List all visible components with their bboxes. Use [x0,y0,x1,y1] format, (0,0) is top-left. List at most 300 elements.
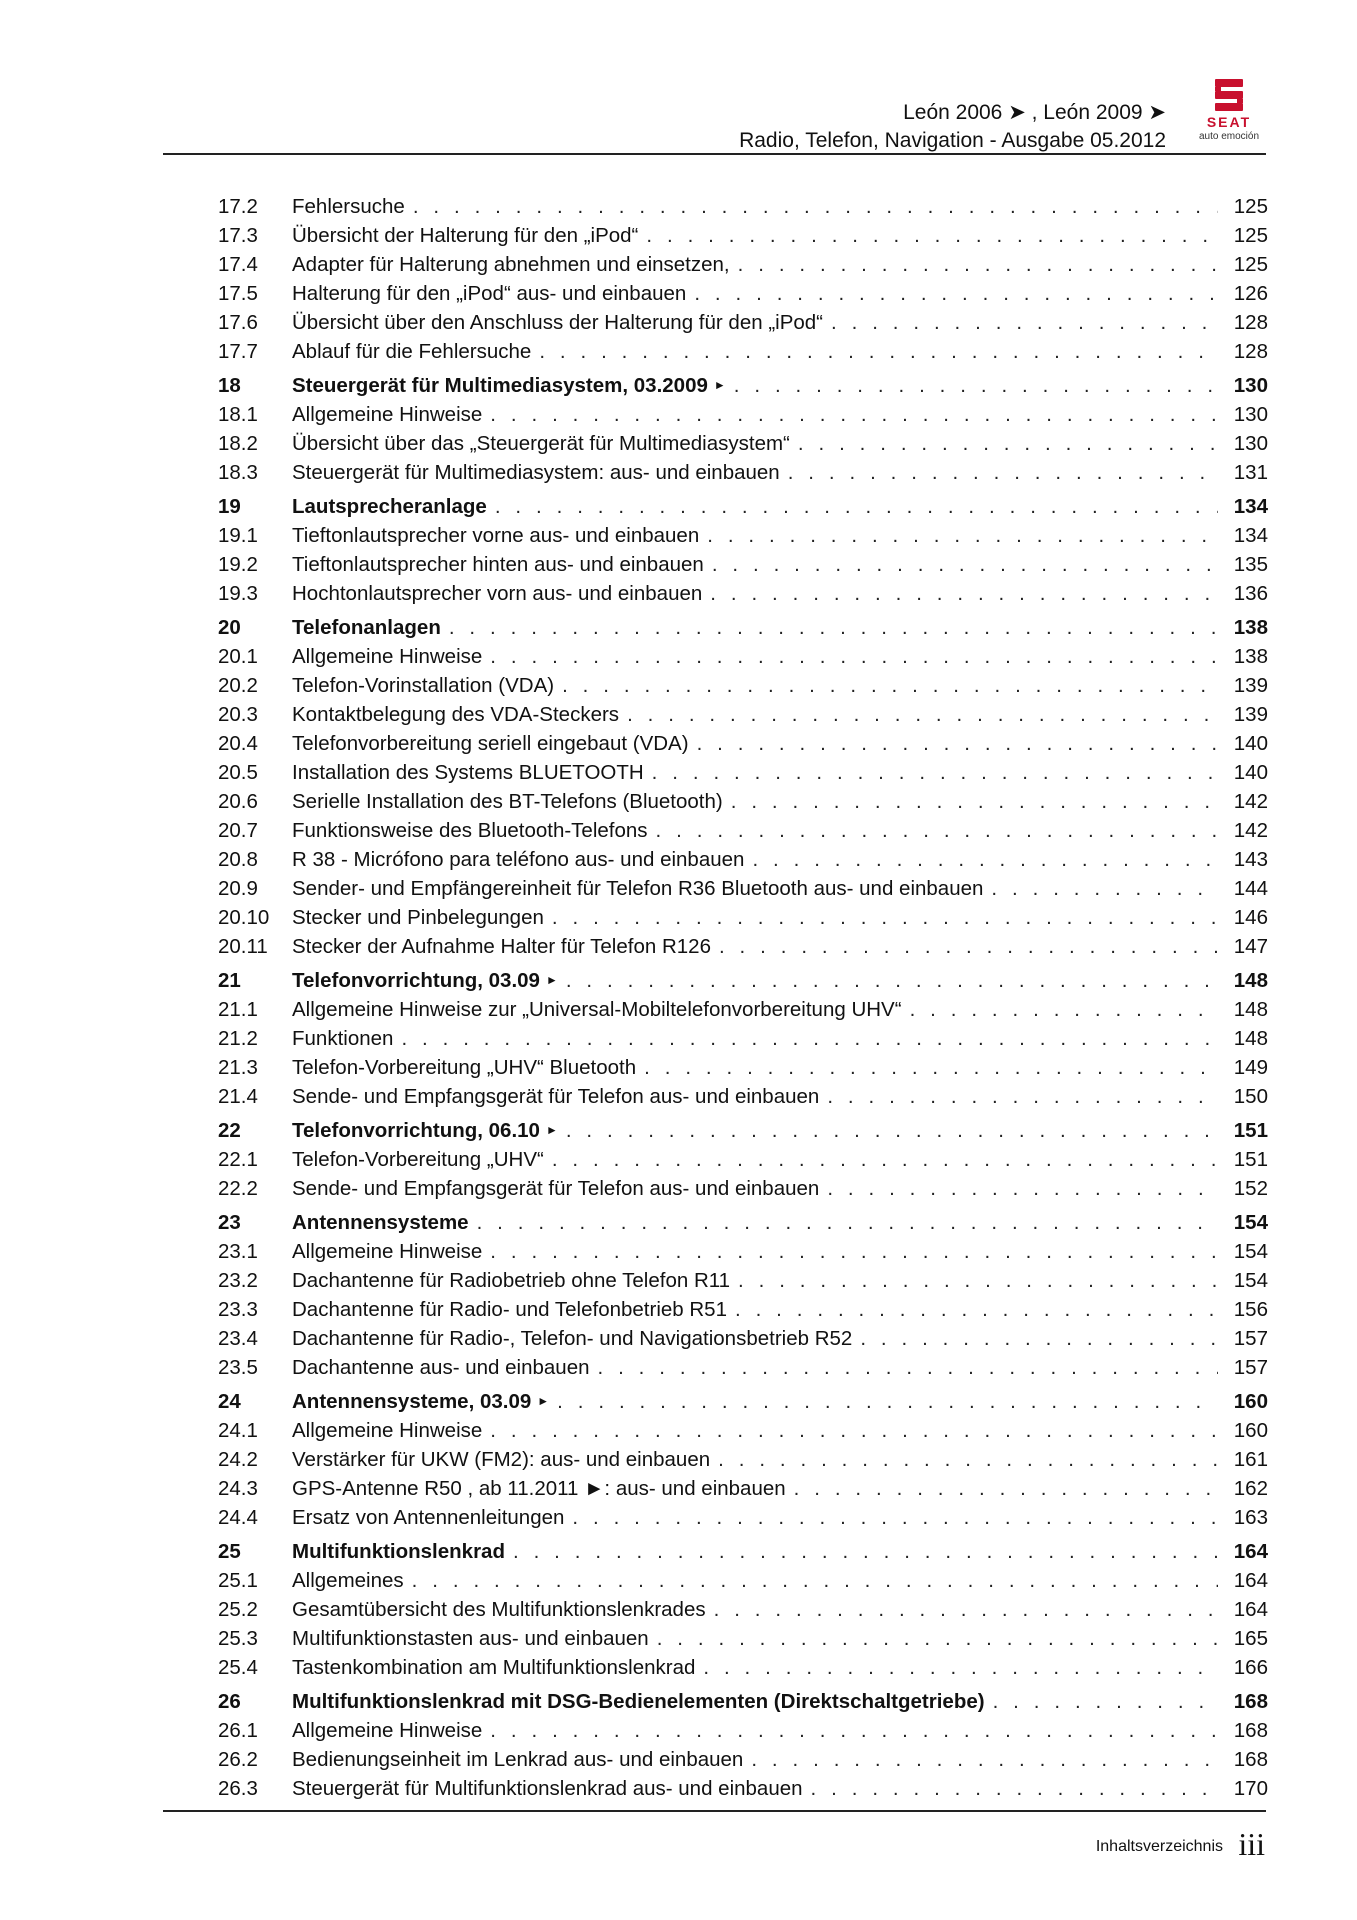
arrow-right-icon: ► [713,378,726,392]
toc-entry-row[interactable] [218,221,1268,250]
toc-entry-number: 21.2 [218,1027,258,1050]
toc-entry-title-text: Übersicht über den Anschluss der Halterung für den „iPod“ [292,311,824,334]
toc-entry-number: 17.7 [218,340,258,363]
toc-page-number: 135 [1233,553,1268,576]
toc-entry-number: 24.2 [218,1448,258,1471]
toc-entry-row[interactable] [218,279,1268,308]
toc-entry-title [292,613,449,642]
toc-entry-title-text: Dachantenne für Radio- und Telefonbetrieb R51 [292,1298,727,1321]
toc-entry-title [292,371,734,400]
toc-entry-title-text: Telefon-Vorinstallation (VDA) [292,674,555,697]
toc-page-number: 170 [1233,1777,1268,1800]
toc-entry-row[interactable] [218,1595,1268,1624]
toc-entry-number: 18.3 [218,461,258,484]
toc-entry-title [292,1295,735,1324]
toc-entry-title [292,1624,657,1653]
toc-entry-row[interactable] [218,550,1268,579]
toc-entry-row[interactable] [218,429,1268,458]
toc-entry-title-text: Verstärker für UKW (FM2): aus- und einbauen [292,1448,711,1471]
toc-entry-row[interactable] [218,458,1268,487]
toc-page-number: 131 [1233,461,1268,484]
toc-page-number: 125 [1233,253,1268,276]
toc-entry-number: 26.1 [218,1719,258,1742]
toc-dot-leader [490,1237,1218,1266]
toc-entry-title-text: Tieftonlautsprecher vorne aus- und einbauen [292,524,700,547]
toc-entry-title-text: Übersicht über das „Steuergerät für Multimediasystem“ [292,432,790,455]
toc-entry-number: 20 [218,616,241,639]
toc-page-number: 138 [1233,616,1268,639]
toc-entry-title-text: Fehlersuche [292,195,405,218]
toc-entry-title-text: R 38 - Micrófono para teléfono aus- und einbauen [292,848,745,871]
toc-page-number: 140 [1233,761,1268,784]
toc-entry-title [292,192,413,221]
toc-entry-row[interactable] [218,1445,1268,1474]
toc-entry-title-text: Allgemeines [292,1569,404,1592]
toc-dot-leader [910,995,1218,1024]
toc-entry-number: 25.4 [218,1656,258,1679]
toc-entry-number: 23.5 [218,1356,258,1379]
toc-entry-number: 20.11 [218,935,268,958]
toc-entry-title-text: Kontaktbelegung des VDA-Steckers [292,703,620,726]
arrow-right-icon: ► [545,1123,558,1137]
toc-entry-title [292,1024,401,1053]
footer-section-label: Inhaltsverzeichnis [1095,1838,1223,1855]
toc-dot-leader [495,492,1218,521]
toc-entry-row[interactable] [218,1053,1268,1082]
toc-chapter-row[interactable] [218,966,1268,995]
toc-entry-number: 25 [218,1540,241,1563]
toc-entry-number: 19 [218,495,241,518]
toc-entry-title [292,308,831,337]
toc-entry-row[interactable] [218,1237,1268,1266]
toc-entry-title-text: Serielle Installation des BT-Telefons (Bluetooth) [292,790,723,813]
seat-s-logo-icon [1211,78,1247,112]
toc-entry-row[interactable] [218,1353,1268,1382]
toc-entry-title-text: Halterung für den „iPod“ aus- und einbauen [292,282,687,305]
toc-dot-leader [552,903,1218,932]
toc-entry-number: 20.5 [218,761,258,784]
toc-entry-row[interactable] [218,1624,1268,1653]
toc-entry-title-text: Sende- und Empfangsgerät für Telefon aus- und einbauen [292,1177,820,1200]
toc-entry-title [292,1353,598,1382]
toc-page-number: 150 [1233,1085,1268,1108]
toc-entry-title [292,787,731,816]
toc-entry-title [292,729,697,758]
toc-entry-title [292,492,495,521]
toc-entry-title-text: Stecker der Aufnahme Halter für Telefon R126 [292,935,711,958]
toc-page-number: 151 [1233,1119,1268,1142]
toc-page-number: 164 [1233,1598,1268,1621]
toc-dot-leader [703,1653,1218,1682]
toc-dot-leader [734,371,1218,400]
toc-entry-row[interactable] [218,1503,1268,1532]
toc-entry-number: 22 [218,1119,241,1142]
toc-entry-title [292,579,710,608]
toc-chapter-row[interactable] [218,371,1268,400]
toc-entry-title [292,1566,412,1595]
toc-entry-title [292,1266,738,1295]
toc-page-number: 128 [1233,311,1268,334]
toc-dot-leader [719,932,1218,961]
toc-entry-title [292,1053,644,1082]
toc-dot-leader [412,1566,1218,1595]
toc-dot-leader [490,1716,1218,1745]
toc-entry-title [292,1687,993,1716]
toc-entry-title-text: Dachantenne für Radiobetrieb ohne Telefon R11 [292,1269,731,1292]
page-header [0,0,1357,160]
toc-entry-title-text: Sende- und Empfangsgerät für Telefon aus- und einbauen [292,1085,820,1108]
toc-page-number: 168 [1233,1719,1268,1742]
toc-entry-number: 23.4 [218,1327,258,1350]
logo-brand-text: SEAT [1206,114,1252,130]
toc-entry-row[interactable] [218,874,1268,903]
toc-entry-row[interactable] [218,903,1268,932]
toc-entry-row[interactable] [218,1266,1268,1295]
toc-entry-row[interactable] [218,995,1268,1024]
toc-page-number: 160 [1233,1390,1268,1413]
toc-entry-title [292,1145,552,1174]
toc-entry-row[interactable] [218,579,1268,608]
toc-entry-row[interactable] [218,308,1268,337]
toc-dot-leader [477,1208,1218,1237]
toc-entry-title [292,1745,751,1774]
toc-entry-title-text: Antennensysteme, 03.09 [292,1390,532,1413]
toc-page-number: 164 [1233,1569,1268,1592]
logo-tagline: auto emoción [1198,131,1260,142]
toc-page-number: 162 [1233,1477,1268,1500]
toc-page-number: 128 [1233,340,1268,363]
toc-entry-title-text: Tieftonlautsprecher hinten aus- und einbauen [292,553,704,576]
toc-entry-number: 20.4 [218,732,258,755]
toc-entry-title-text: Allgemeine Hinweise [292,1719,483,1742]
toc-dot-leader [566,966,1218,995]
header-model-line: León 2006 ➤ , León 2009 ➤ [903,101,1166,124]
arrow-right-icon: ► [545,973,558,987]
table-of-contents [218,192,1268,1803]
toc-entry-number: 17.2 [218,195,258,218]
toc-entry-number: 25.2 [218,1598,258,1621]
toc-entry-number: 24.3 [218,1477,258,1500]
toc-page-number: 166 [1233,1656,1268,1679]
toc-entry-number: 20.6 [218,790,258,813]
toc-entry-number: 20.2 [218,674,258,697]
toc-entry-title-text: Gesamtübersicht des Multifunktionslenkrades [292,1598,706,1621]
toc-page-number: 154 [1233,1269,1268,1292]
toc-entry-title-text: GPS-Antenne R50 , ab 11.2011 ►: aus- und einbauen [292,1477,786,1500]
toc-entry-row[interactable] [218,192,1268,221]
toc-page-number: 143 [1233,848,1268,871]
toc-entry-title-text: Ablauf für die Fehlersuche [292,340,532,363]
toc-entry-row[interactable] [218,1716,1268,1745]
toc-entry-number: 26.3 [218,1777,258,1800]
toc-dot-leader [860,1324,1218,1353]
toc-entry-title-text: Multifunktionstasten aus- und einbauen [292,1627,649,1650]
toc-entry-title-text: Tastenkombination am Multifunktionslenkrad [292,1656,696,1679]
toc-entry-number: 23.3 [218,1298,258,1321]
toc-page-number: 148 [1233,969,1268,992]
toc-dot-leader [794,1474,1218,1503]
toc-page-number: 139 [1233,703,1268,726]
toc-page-number: 140 [1233,732,1268,755]
toc-page-number: 154 [1233,1211,1268,1234]
toc-entry-number: 20.8 [218,848,258,871]
toc-entry-title [292,1716,490,1745]
toc-entry-title-text: Telefon-Vorbereitung „UHV“ Bluetooth [292,1056,637,1079]
toc-page-number: 161 [1233,1448,1268,1471]
toc-page-number: 152 [1233,1177,1268,1200]
toc-entry-title [292,758,652,787]
toc-page-number: 138 [1233,645,1268,668]
toc-entry-row[interactable] [218,700,1268,729]
toc-entry-row[interactable] [218,787,1268,816]
seat-logo [1189,78,1269,142]
toc-dot-leader [788,458,1218,487]
toc-page-number: 157 [1233,1327,1268,1350]
arrow-right-icon: ► [537,1394,550,1408]
toc-entry-row[interactable] [218,1295,1268,1324]
toc-dot-leader [490,642,1218,671]
toc-entry-number: 18.2 [218,432,258,455]
toc-entry-title-text: Sender- und Empfängereinheit für Telefon R36 Bluetooth aus- und einbauen [292,877,984,900]
toc-entry-title [292,1208,477,1237]
toc-entry-number: 24.1 [218,1419,258,1442]
toc-dot-leader [490,400,1218,429]
toc-page-number: 160 [1233,1419,1268,1442]
toc-dot-leader [811,1774,1218,1803]
toc-entry-title [292,874,991,903]
toc-chapter-row[interactable] [218,613,1268,642]
toc-entry-row[interactable] [218,816,1268,845]
toc-page-number: 163 [1233,1506,1268,1529]
toc-entry-title [292,932,719,961]
toc-entry-row[interactable] [218,1745,1268,1774]
toc-entry-row[interactable] [218,1774,1268,1803]
toc-dot-leader [827,1174,1218,1203]
toc-entry-title-text: Lautsprecheranlage [292,495,487,518]
toc-entry-title [292,1653,703,1682]
toc-entry-row[interactable] [218,1082,1268,1111]
toc-dot-leader [694,279,1218,308]
toc-dot-leader [646,221,1218,250]
toc-entry-title [292,1387,557,1416]
toc-entry-number: 23.1 [218,1240,258,1263]
toc-entry-row[interactable] [218,400,1268,429]
toc-entry-row[interactable] [218,1324,1268,1353]
toc-page-number: 154 [1233,1240,1268,1263]
toc-entry-title [292,521,707,550]
toc-dot-leader [991,874,1218,903]
toc-entry-number: 19.1 [218,524,258,547]
toc-entry-number: 17.3 [218,224,258,247]
toc-dot-leader [413,192,1218,221]
toc-dot-leader [993,1687,1218,1716]
toc-entry-number: 25.1 [218,1569,258,1592]
toc-entry-title [292,642,490,671]
toc-entry-title [292,1174,827,1203]
toc-page-number: 126 [1233,282,1268,305]
toc-chapter-row[interactable] [218,1687,1268,1716]
toc-entry-number: 23.2 [218,1269,258,1292]
toc-entry-row[interactable] [218,1174,1268,1203]
toc-entry-title [292,1116,566,1145]
toc-entry-number: 20.9 [218,877,258,900]
toc-dot-leader [566,1116,1218,1145]
toc-entry-title-text: Dachantenne aus- und einbauen [292,1356,590,1379]
toc-entry-title-text: Telefonvorrichtung, 06.10 [292,1119,540,1142]
toc-entry-number: 20.7 [218,819,258,842]
toc-entry-title-text: Stecker und Pinbelegungen [292,906,544,929]
toc-entry-title [292,700,627,729]
toc-entry-title [292,845,752,874]
toc-entry-title [292,1237,490,1266]
toc-page-number: 149 [1233,1056,1268,1079]
toc-dot-leader [752,845,1218,874]
toc-dot-leader [644,1053,1218,1082]
toc-entry-number: 24.4 [218,1506,258,1529]
toc-entry-row[interactable] [218,1024,1268,1053]
toc-dot-leader [401,1024,1218,1053]
toc-dot-leader [557,1387,1218,1416]
toc-entry-row[interactable] [218,1416,1268,1445]
toc-entry-title-text: Installation des Systems BLUETOOTH [292,761,644,784]
toc-entry-title-text: Allgemeine Hinweise [292,403,483,426]
toc-entry-title [292,337,539,366]
toc-entry-row[interactable] [218,250,1268,279]
toc-entry-title [292,966,566,995]
toc-dot-leader [831,308,1218,337]
toc-entry-row[interactable] [218,845,1268,874]
toc-page-number: 157 [1233,1356,1268,1379]
toc-dot-leader [598,1353,1219,1382]
toc-entry-number: 24 [218,1390,241,1413]
toc-dot-leader [652,758,1218,787]
toc-entry-title-text: Dachantenne für Radio-, Telefon- und Navigationsbetrieb R52 [292,1327,853,1350]
toc-entry-number: 17.5 [218,282,258,305]
toc-entry-title-text: Funktionsweise des Bluetooth-Telefons [292,819,648,842]
toc-entry-number: 22.1 [218,1148,258,1171]
toc-page-number: 147 [1233,935,1268,958]
toc-page-number: 136 [1233,582,1268,605]
toc-page-number: 130 [1233,403,1268,426]
toc-entry-title-text: Telefonanlagen [292,616,441,639]
toc-entry-title-text: Telefonvorrichtung, 03.09 [292,969,540,992]
footer-page-number: iii [1238,1826,1265,1862]
toc-entry-number: 23 [218,1211,241,1234]
toc-entry-number: 22.2 [218,1177,258,1200]
toc-entry-title [292,1416,490,1445]
toc-entry-title [292,250,738,279]
toc-entry-number: 25.3 [218,1627,258,1650]
toc-entry-title-text: Multifunktionslenkrad mit DSG-Bedienelementen (Direktschaltgetriebe) [292,1690,985,1713]
toc-chapter-row[interactable] [218,492,1268,521]
toc-entry-title [292,279,694,308]
toc-entry-number: 17.6 [218,311,258,334]
toc-entry-row[interactable] [218,1566,1268,1595]
toc-page-number: 125 [1233,195,1268,218]
toc-page-number: 142 [1233,819,1268,842]
toc-entry-title-text: Adapter für Halterung abnehmen und einsetzen, [292,253,730,276]
toc-dot-leader [657,1624,1218,1653]
toc-entry-title-text: Ersatz von Antennenleitungen [292,1506,565,1529]
toc-dot-leader [449,613,1218,642]
toc-dot-leader [714,1595,1218,1624]
toc-entry-title-text: Allgemeine Hinweise [292,1419,483,1442]
toc-chapter-row[interactable] [218,1387,1268,1416]
toc-entry-row[interactable] [218,642,1268,671]
toc-entry-number: 17.4 [218,253,258,276]
toc-entry-title-text: Steuergerät für Multimediasystem: aus- und einbauen [292,461,780,484]
toc-entry-title [292,221,646,250]
toc-dot-leader [539,337,1218,366]
toc-entry-number: 21.3 [218,1056,258,1079]
toc-dot-leader [562,671,1218,700]
toc-page-number: 151 [1233,1148,1268,1171]
toc-entry-number: 20.3 [218,703,258,726]
toc-page-number: 148 [1233,998,1268,1021]
toc-entry-row[interactable] [218,1145,1268,1174]
toc-entry-title-text: Übersicht der Halterung für den „iPod“ [292,224,639,247]
toc-entry-number: 26.2 [218,1748,258,1771]
toc-page-number: 134 [1233,495,1268,518]
toc-page-number: 146 [1233,906,1268,929]
toc-entry-number: 18.1 [218,403,258,426]
toc-dot-leader [656,816,1218,845]
toc-page-number: 164 [1233,1540,1268,1563]
header-subtitle: Radio, Telefon, Navigation - Ausgabe 05.2012 [739,129,1166,152]
toc-entry-title-text: Allgemeine Hinweise [292,645,483,668]
toc-entry-title-text: Allgemeine Hinweise zur „Universal-Mobiltelefonvorbereitung UHV“ [292,998,902,1021]
toc-entry-title-text: Hochtonlautsprecher vorn aus- und einbauen [292,582,703,605]
toc-entry-row[interactable] [218,1653,1268,1682]
toc-dot-leader [827,1082,1218,1111]
toc-entry-title [292,671,562,700]
toc-entry-row[interactable] [218,337,1268,366]
toc-entry-title [292,1595,714,1624]
toc-dot-leader [735,1295,1218,1324]
toc-page-number: 142 [1233,790,1268,813]
toc-entry-row[interactable] [218,932,1268,961]
footer-divider [163,1810,1266,1812]
toc-entry-title [292,1324,860,1353]
toc-entry-number: 20.10 [218,906,270,929]
toc-entry-title [292,995,910,1024]
toc-page-number: 125 [1233,224,1268,247]
toc-page-number: 148 [1233,1027,1268,1050]
toc-chapter-row[interactable] [218,1208,1268,1237]
toc-dot-leader [697,729,1218,758]
toc-entry-number: 19.2 [218,553,258,576]
toc-entry-number: 20.1 [218,645,258,668]
toc-entry-row[interactable] [218,671,1268,700]
toc-dot-leader [751,1745,1218,1774]
toc-page-number: 134 [1233,524,1268,547]
toc-entry-title [292,1445,718,1474]
toc-entry-title-text: Antennensysteme [292,1211,469,1234]
toc-entry-row[interactable] [218,729,1268,758]
toc-chapter-row[interactable] [218,1537,1268,1566]
toc-entry-row[interactable] [218,1474,1268,1503]
toc-page-number: 144 [1233,877,1268,900]
toc-dot-leader [738,1266,1218,1295]
toc-page-number: 168 [1233,1748,1268,1771]
toc-entry-title-text: Multifunktionslenkrad [292,1540,505,1563]
toc-entry-title [292,458,788,487]
toc-entry-row[interactable] [218,521,1268,550]
toc-chapter-row[interactable] [218,1116,1268,1145]
toc-entry-row[interactable] [218,758,1268,787]
toc-entry-title-text: Bedienungseinheit im Lenkrad aus- und einbauen [292,1748,744,1771]
toc-entry-number: 26 [218,1690,241,1713]
